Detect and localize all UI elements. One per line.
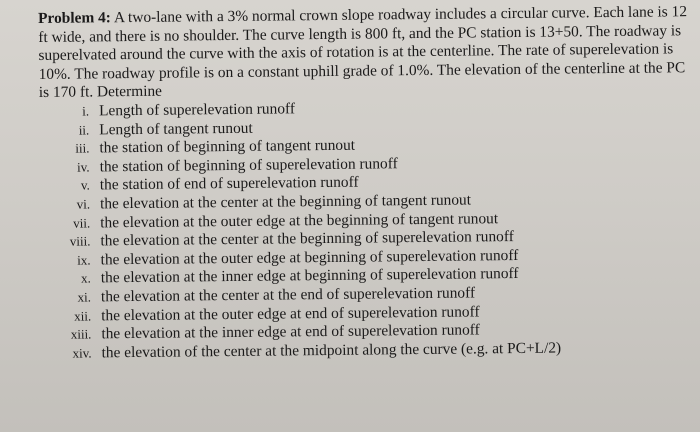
- item-number: i.: [82, 103, 90, 119]
- item-text: the elevation at the inner edge at beginning of superelevation runoff: [100, 265, 519, 287]
- item-text: the station of beginning of superelevation runoff: [99, 154, 398, 176]
- item-text: the elevation of the center at the midpoint along the curve (e.g. at PC+L/2): [101, 339, 562, 362]
- item-text: the station of beginning of tangent runout: [99, 136, 356, 157]
- item-text: the elevation at the outer edge at the beginning of tangent runout: [100, 209, 499, 231]
- item-text: the elevation at the center at the end of superelevation runoff: [100, 284, 476, 306]
- problem-line-2: lane is 12 ft wide, and there is no shoulder. The curve length is 800 ft, and the PC station is 13+50.: [38, 3, 688, 46]
- problem-line-1: A two-lane with a 3% normal crown slope roadway includes a circular curve. Each: [113, 3, 625, 27]
- item-number: vii.: [73, 214, 91, 231]
- problem-line-4: of superelevation is 10%. The roadway profile is on a constant uphill grade of 1.0%. The elevation: [38, 40, 674, 83]
- item-text: the elevation at the center at the beginning of tangent runout: [99, 191, 472, 213]
- problem-document: [38, 3, 692, 363]
- item-number: xiv.: [72, 345, 92, 361]
- item-number: xiii.: [70, 326, 92, 342]
- item-text: the elevation at the outer edge at end of superelevation runoff: [101, 302, 480, 324]
- item-number: iv.: [77, 159, 90, 175]
- item-text: the elevation at the center at the beginning of superelevation runoff: [100, 228, 514, 250]
- problem-line-3: The roadway is superelvated around the curve with the axis of rotation is at the centerline. The rate: [38, 21, 682, 65]
- item-number: v.: [80, 177, 90, 193]
- question-list: [39, 96, 692, 363]
- item-number: viii.: [69, 233, 91, 249]
- item-number: xi.: [77, 289, 92, 305]
- item-number: x.: [80, 270, 91, 286]
- item-number: vi.: [76, 196, 91, 212]
- item-text: the elevation at the inner edge at end of superelevation runoff: [101, 321, 480, 343]
- item-text: the elevation at the outer edge at beginning of superelevation runoff: [100, 246, 519, 269]
- item-number: iii.: [75, 140, 90, 156]
- problem-statement: [38, 3, 691, 103]
- problem-line-5: of the centerline at the PC is 170 ft. Determine: [38, 59, 686, 102]
- item-number: ix.: [77, 252, 91, 268]
- problem-label: Problem 4:: [38, 9, 111, 27]
- item-number: ii.: [78, 122, 90, 138]
- item-text: Length of superelevation runoff: [98, 100, 296, 120]
- item-number: xii.: [74, 307, 92, 324]
- item-text: the station of end of superelevation runoff: [99, 173, 359, 194]
- item-text: Length of tangent runout: [99, 119, 253, 138]
